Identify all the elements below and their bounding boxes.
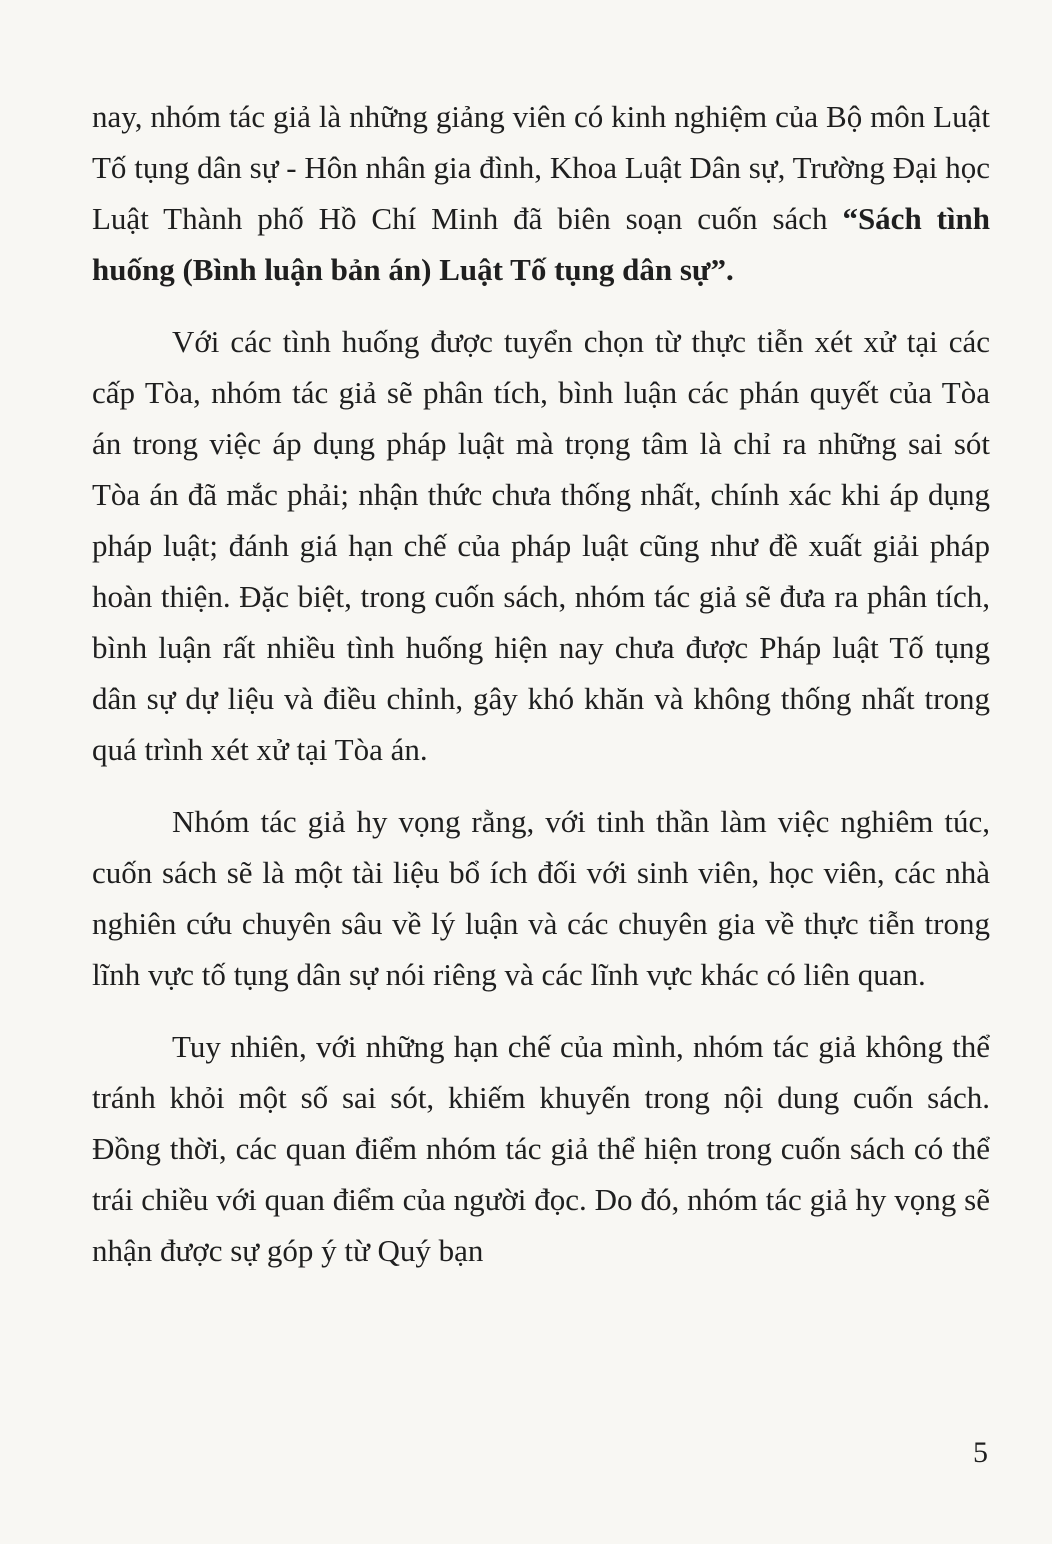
paragraph-limitations: Tuy nhiên, với những hạn chế của mình, nhóm tác giả không thể tránh khỏi một số sai sót, khiếm khuyến trong nội dung cuốn sách. Đồng thời, các quan điểm nhóm tác giả thể hiện trong cuốn sách có thể trái chiều với quan điểm của người đọc. Do đó, nhóm tác giả hy vọng sẽ nhận được sự góp ý từ Quý bạn [92, 1029, 990, 1268]
book-title: “Sách tình huống (Bình luận bản án) Luật Tố tụng dân sự”. [92, 201, 990, 287]
page-body-text [92, 91, 990, 1276]
intro-text: nay, nhóm tác giả là những giảng viên có kinh nghiệm của Bộ môn Luật Tố tụng dân sự - Hôn nhân gia đình, Khoa Luật Dân sự, Trường Đại học Luật Thành phố Hồ Chí Minh đã biên soạn cuốn sách [92, 99, 990, 236]
page-number: 5 [973, 1436, 988, 1469]
paragraph-case-selection: Với các tình huống được tuyển chọn từ thực tiễn xét xử tại các cấp Tòa, nhóm tác giả sẽ phân tích, bình luận các phán quyết của Tòa án trong việc áp dụng pháp luật mà trọng tâm là chỉ ra những sai sót Tòa án đã mắc phải; nhận thức chưa thống nhất, chính xác khi áp dụng pháp luật; đánh giá hạn chế của pháp luật cũng như đề xuất giải pháp hoàn thiện. Đặc biệt, trong cuốn sách, nhóm tác giả sẽ đưa ra phân tích, bình luận rất nhiều tình huống hiện nay chưa được Pháp luật Tố tụng dân sự dự liệu và điều chỉnh, gây khó khăn và không thống nhất trong quá trình xét xử tại Tòa án. [92, 324, 990, 767]
intro-paragraph [92, 91, 990, 295]
paragraph-hope: Nhóm tác giả hy vọng rằng, với tinh thần làm việc nghiêm túc, cuốn sách sẽ là một tài liệu bổ ích đối với sinh viên, học viên, các nhà nghiên cứu chuyên sâu về lý luận và các chuyên gia về thực tiễn trong lĩnh vực tố tụng dân sự nói riêng và các lĩnh vực khác có liên quan. [92, 804, 990, 992]
